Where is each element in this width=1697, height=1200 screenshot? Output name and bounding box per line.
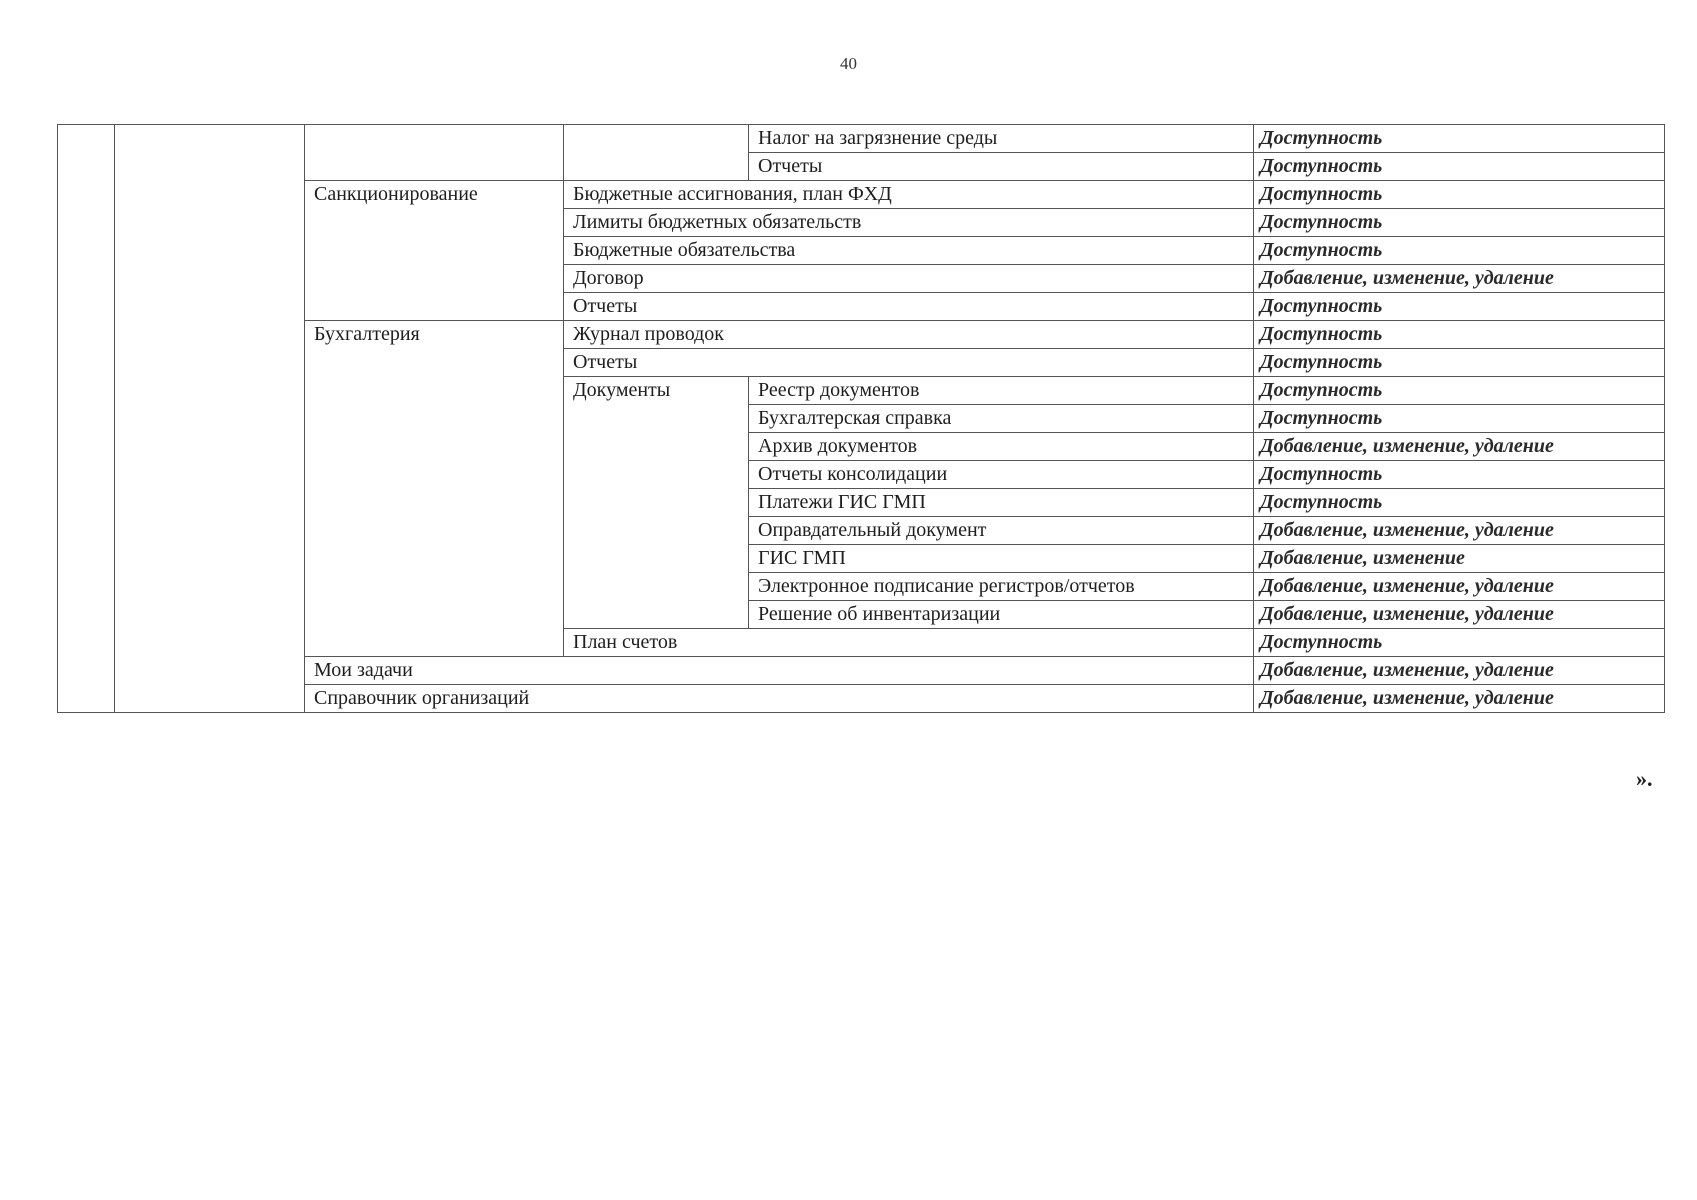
access-cell: Добавление, изменение, удаление — [1254, 517, 1665, 545]
group-cell: Мои задачи — [305, 657, 1254, 685]
table-row — [58, 125, 1665, 153]
group-cell — [305, 125, 564, 181]
access-cell: Добавление, изменение, удаление — [1254, 433, 1665, 461]
section-cell: Лимиты бюджетных обязательств — [564, 209, 1254, 237]
section-cell: Отчеты — [564, 293, 1254, 321]
access-cell: Добавление, изменение, удаление — [1254, 265, 1665, 293]
group-cell: Бухгалтерия — [305, 321, 564, 657]
access-cell: Доступность — [1254, 237, 1665, 265]
access-cell: Доступность — [1254, 405, 1665, 433]
access-rights-table — [57, 124, 1665, 713]
number-cell — [58, 125, 115, 713]
section-cell: Бюджетные ассигнования, план ФХД — [564, 181, 1254, 209]
access-cell: Доступность — [1254, 377, 1665, 405]
subsection-cell: Бухгалтерская справка — [749, 405, 1254, 433]
access-cell: Добавление, изменение — [1254, 545, 1665, 573]
access-cell: Доступность — [1254, 321, 1665, 349]
section-cell: Отчеты — [564, 349, 1254, 377]
access-cell: Доступность — [1254, 181, 1665, 209]
section-cell: Документы — [564, 377, 749, 629]
group-cell: Справочник организаций — [305, 685, 1254, 713]
access-cell: Доступность — [1254, 349, 1665, 377]
section-cell — [564, 125, 749, 181]
access-cell: Добавление, изменение, удаление — [1254, 657, 1665, 685]
subsection-cell: Электронное подписание регистров/отчетов — [749, 573, 1254, 601]
closing-quote: ». — [1636, 766, 1653, 791]
subsection-cell: Платежи ГИС ГМП — [749, 489, 1254, 517]
access-cell: Доступность — [1254, 209, 1665, 237]
access-cell: Доступность — [1254, 629, 1665, 657]
section-cell: План счетов — [564, 629, 1254, 657]
group-cell: Санкционирование — [305, 181, 564, 321]
role-cell — [115, 125, 305, 713]
access-cell: Добавление, изменение, удаление — [1254, 573, 1665, 601]
access-cell: Доступность — [1254, 461, 1665, 489]
section-cell: Бюджетные обязательства — [564, 237, 1254, 265]
subsection-cell: ГИС ГМП — [749, 545, 1254, 573]
access-cell: Доступность — [1254, 153, 1665, 181]
access-cell: Добавление, изменение, удаление — [1254, 685, 1665, 713]
subsection-cell: Налог на загрязнение среды — [749, 125, 1254, 153]
access-cell: Доступность — [1254, 489, 1665, 517]
subsection-cell: Реестр документов — [749, 377, 1254, 405]
section-cell: Договор — [564, 265, 1254, 293]
section-cell: Журнал проводок — [564, 321, 1254, 349]
subsection-cell: Архив документов — [749, 433, 1254, 461]
access-cell: Доступность — [1254, 125, 1665, 153]
subsection-cell: Отчеты консолидации — [749, 461, 1254, 489]
access-cell: Добавление, изменение, удаление — [1254, 601, 1665, 629]
subsection-cell: Решение об инвентаризации — [749, 601, 1254, 629]
access-cell: Доступность — [1254, 293, 1665, 321]
subsection-cell: Отчеты — [749, 153, 1254, 181]
page-number: 40 — [840, 54, 857, 73]
subsection-cell: Оправдательный документ — [749, 517, 1254, 545]
